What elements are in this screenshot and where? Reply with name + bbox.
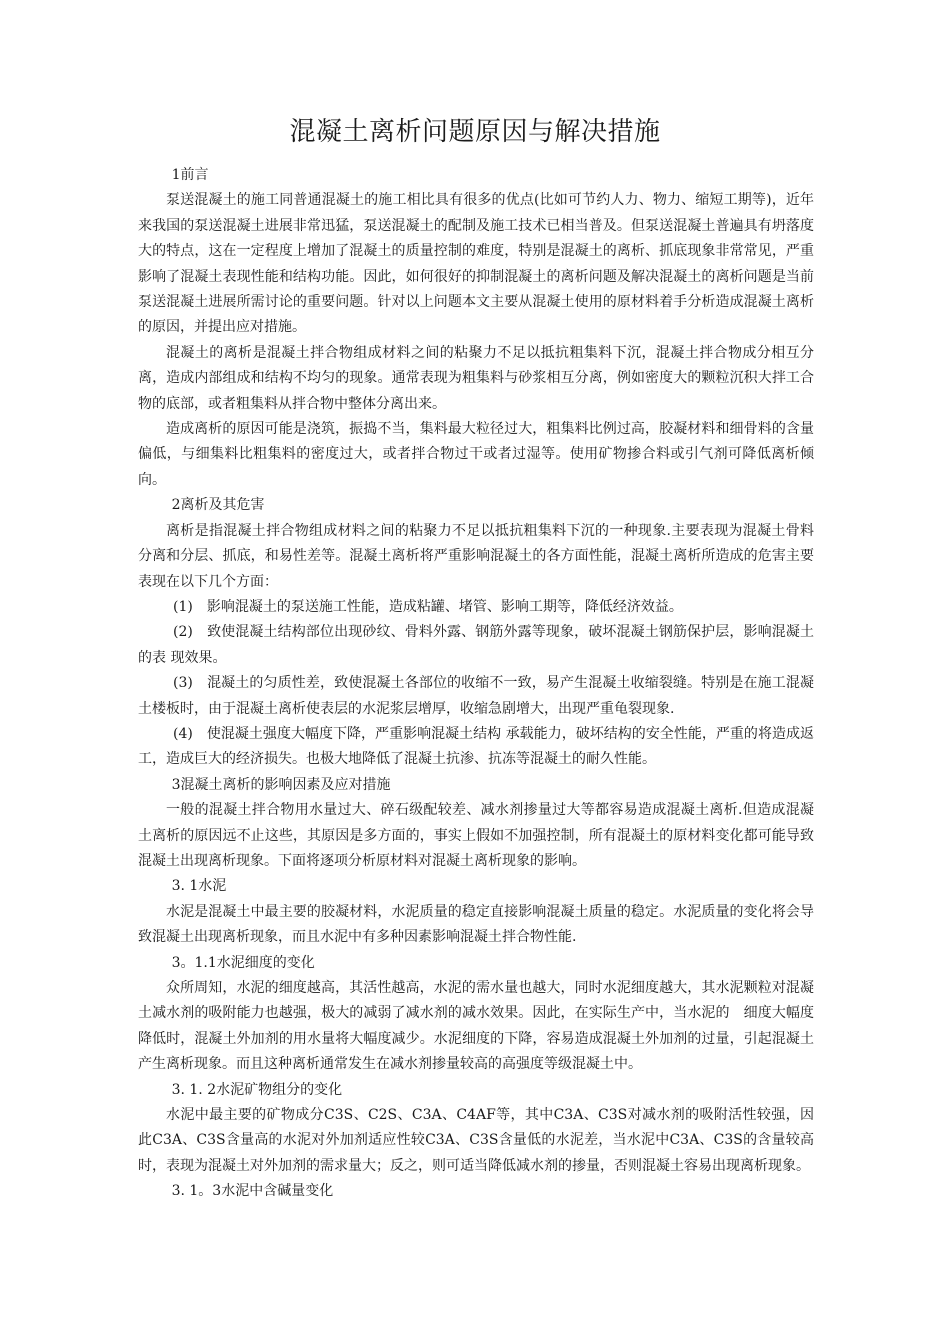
paragraph: 泵送混凝土的施工同普通混凝土的施工相比具有很多的优点(比如可节约人力、物力、缩短工期等)，近年来我国的泵送混凝土进展非常迅猛，泵送混凝土的配制及施工技术已相当普及。但泵送混凝土普遍具有坍落度大的特点，这在一定程度上增加了混凝土的质量控制的难度，特别是混凝土的离析、抓底现象非常常见，严重影响了混凝土表现性能和结构功能。因此，如何很好的抑制混凝土的离析问题及解决混凝土的离析问题是当前泵送混凝土进展所需讨论的重要问题。针对以上问题本文主要从混凝土使用的原材料着手分析造成混凝土离析的原因，并提出应对措施。 [138, 192, 814, 336]
list-item: (4) 使混凝土强度大幅度下降，严重影响混凝土结构 承载能力，破坏结构的安全性能，严重的将造成返工，造成巨大的经济损失。也极大地降低了混凝土抗渗、抗冻等混凝土的耐久性能。 [138, 725, 814, 768]
subsection-heading-mineral: 3. 1. 2水泥矿物组分的变化 [171, 1081, 343, 1098]
paragraph: 混凝土的离析是混凝土拌合物组成材料之间的粘聚力不足以抵抗粗集料下沉，混凝土拌合物成分相互分离，造成内部组成和结构不均匀的现象。通常表现为粗集料与砂浆相互分离，例如密度大的颗粒沉积大拌工合物的底部，或者粗集料从拌合物中整体分离出来。 [138, 344, 814, 412]
subsection-heading-fineness: 3。1.1水泥细度的变化 [171, 954, 315, 971]
section-heading-factors: 3混凝土离析的影响因素及应对措施 [171, 776, 391, 793]
list-item: (1) 影响混凝土的泵送施工性能，造成粘罐、堵管、影响工期等，降低经济效益。 [173, 598, 683, 615]
page-title: 混凝土离析问题原因与解决措施 [289, 117, 661, 147]
document-body [138, 163, 814, 1205]
paragraph: 水泥中最主要的矿物成分C3S、C2S、C3A、C4AF等，其中C3A、C3S对减水剂的吸附活性较强，因此C3A、C3S含量高的水泥对外加剂适应性较C3A、C3S含量低的水泥差，当水泥中C3A、C3S的含量较高时，表现为混凝土对外加剂的需求量大；反之，则可适当降低减水剂的掺量，否则混凝土容易出现离析现象。 [138, 1107, 814, 1174]
section-heading-intro: 1前言 [171, 167, 209, 183]
paragraph: 造成离析的原因可能是浇筑，振捣不当，集料最大粒径过大，粗集料比例过高，胶凝材料和细骨料的含量偏低，与细集料比粗集料的密度过大，或者拌合物过干或者过湿等。使用矿物掺合料或引气剂可降低离析倾向。 [138, 421, 814, 488]
paragraph: 一般的混凝土拌合物用水量过大、碎石级配较差、减水剂掺量过大等都容易造成混凝土离析.但造成混凝土离析的原因远不止这些，其原因是多方面的，事实上假如不加强控制，所有混凝土的原材料变化都可能导致混凝土出现离析现象。下面将逐项分析原材料对混凝土离析现象的影响。 [138, 802, 814, 869]
section-heading-segregation: 2离析及其危害 [171, 497, 265, 514]
paragraph: 水泥是混凝土中最主要的胶凝材料，水泥质量的稳定直接影响混凝土质量的稳定。水泥质量的变化将会导致混凝土出现离析现象，而且水泥中有多种因素影响混凝土拌合物性能. [138, 903, 814, 946]
paragraph: 离析是指混凝土拌合物组成材料之间的粘聚力不足以抵抗粗集料下沉的一种现象.主要表现为混凝土骨料分离和分层、抓底，和易性差等。混凝土离析将严重影响混凝土的各方面性能，混凝土离析所造成的危害主要表现在以下几个方面： [138, 522, 814, 590]
paragraph: 众所周知，水泥的细度越高，其活性越高，水泥的需水量也越大，同时水泥细度越大，其水泥颗粒对混凝土减水剂的吸附能力也越强，极大的减弱了减水剂的减水效果。因此，在实际生产中，当水泥的 细度大幅度降低时，混凝土外加剂的用水量将大幅度减少。水泥细度的下降，容易造成混凝土外加剂的过量，引起混凝土产生离析现象。而且这种离析通常发生在减水剂掺量较高的高强度等级混凝土中。 [138, 980, 814, 1073]
list-item: (2) 致使混凝土结构部位出现砂纹、骨料外露、钢筋外露等现象，破坏混凝土钢筋保护层，影响混凝土的表 现效果。 [138, 624, 814, 666]
list-item: (3) 混凝土的匀质性差，致使混凝土各部位的收缩不一致，易产生混凝土收缩裂缝。特别是在施工混凝土楼板时，由于混凝土离析使表层的水泥浆层增厚，收缩急剧增大，出现严重龟裂现象. [138, 675, 814, 717]
subsection-heading-alkali: 3. 1。3水泥中含碱量变化 [171, 1183, 334, 1200]
subsection-heading-cement: 3. 1水泥 [171, 878, 227, 895]
